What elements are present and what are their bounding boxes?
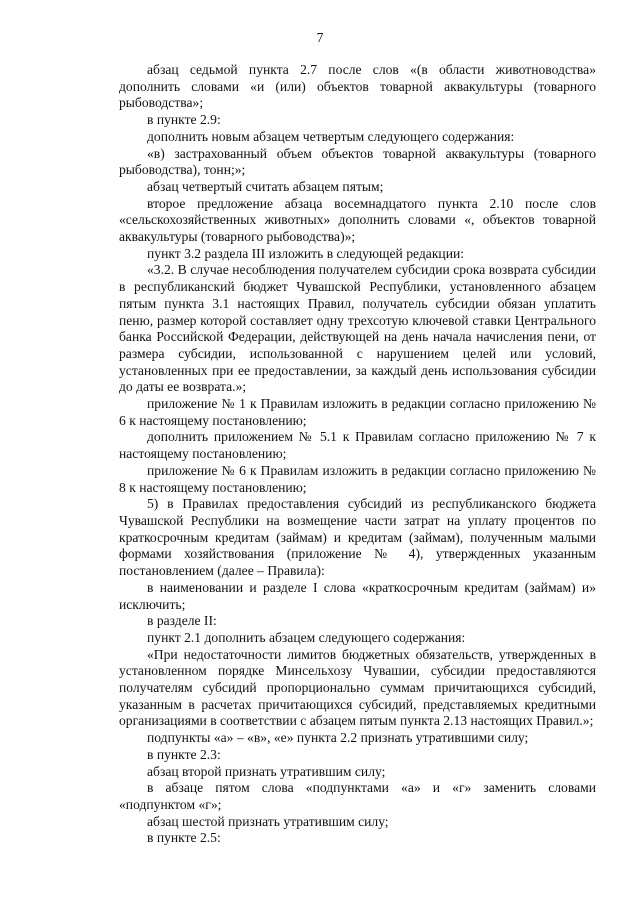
paragraph: приложение № 1 к Правилам изложить в редакции согласно приложению № 6 к настоящему постановлению; xyxy=(119,396,596,428)
paragraph: дополнить новым абзацем четвертым следующего содержания: xyxy=(147,128,515,144)
paragraph: подпункты «а» – «в», «е» пункта 2.2 признать утратившими силу; xyxy=(147,730,529,746)
paragraph: 5) в Правилах предоставления субсидий из республиканского бюджета Чувашской Республики на возмещение части затрат на уплату процентов по краткосрочным кредитам (займам) и кредитам (займам), полученным малыми формами хозяйствования (приложение № 4), утвержденных указанным постановлением (далее – Правила): xyxy=(119,496,596,579)
paragraph: дополнить приложением № 5.1 к Правилам согласно приложению № 7 к настоящему постановлению; xyxy=(119,429,596,462)
paragraph: «При недостаточности лимитов бюджетных обязательств, утвержденных в установленном порядке Минсельхозу Чувашии, субсидии предоставляются получателям субсидий пропорционально суммам причитающихся субсидий, указанным в расчетах причитающихся субсидий, представляемых кредитными организациями в соответствии с абзацем пятым пункта 2.13 настоящих Правил.»; xyxy=(119,646,596,729)
paragraph: абзац второй признать утратившим силу; xyxy=(147,763,386,779)
paragraph: в разделе II: xyxy=(147,613,217,629)
paragraph: в наименовании и разделе I слова «краткосрочным кредитам (займам) и» исключить; xyxy=(119,579,596,612)
paragraph: «3.2. В случае несоблюдения получателем субсидии срока возврата субсидии в республиканский бюджет Чувашской Республики, установленного абзацем пятым пункта 3.1 настоящих Правил, получатель субсидии обязан уплатить пеню, размер которой составляет одну трехсотую ключевой ставки Центрального банка Российской Федерации, действующей на день начала начисления пени, от размера субсидии, использованной с нарушением целей или условий, установленных при ее предоставлении, за каждый день использования субсидии до даты ее возврата.»; xyxy=(119,262,596,395)
paragraph: «в) застрахованный объем объектов товарной аквакультуры (товарного рыбоводства), тонн;»; xyxy=(119,145,596,178)
paragraph: в пункте 2.5: xyxy=(147,830,221,846)
paragraph: в пункте 2.9: xyxy=(147,112,221,128)
page-number: 7 xyxy=(316,30,324,45)
paragraph: приложение № 6 к Правилам изложить в редакции согласно приложению № 8 к настоящему постановлению; xyxy=(119,462,596,495)
document-body xyxy=(119,62,596,847)
paragraph: в абзаце пятом слова «подпунктами «а» и «г» заменить словами «подпунктом «г»; xyxy=(119,780,596,812)
paragraph: абзац седьмой пункта 2.7 после слов «(в области животноводства» дополнить словами «и (или) объектов товарной аквакультуры (товарного рыбоводства»; xyxy=(119,62,596,111)
paragraph: пункт 3.2 раздела III изложить в следующей редакции: xyxy=(147,245,465,261)
paragraph: абзац шестой признать утратившим силу; xyxy=(147,813,389,829)
paragraph: пункт 2.1 дополнить абзацем следующего содержания: xyxy=(147,629,466,645)
paragraph: в пункте 2.3: xyxy=(147,746,221,762)
paragraph: второе предложение абзаца восемнадцатого пункта 2.10 после слов «сельскохозяйственных животных» дополнить словами «, объектов товарной аквакультуры (товарного рыбоводства)»; xyxy=(119,195,596,245)
paragraph: абзац четвертый считать абзацем пятым; xyxy=(147,178,384,194)
